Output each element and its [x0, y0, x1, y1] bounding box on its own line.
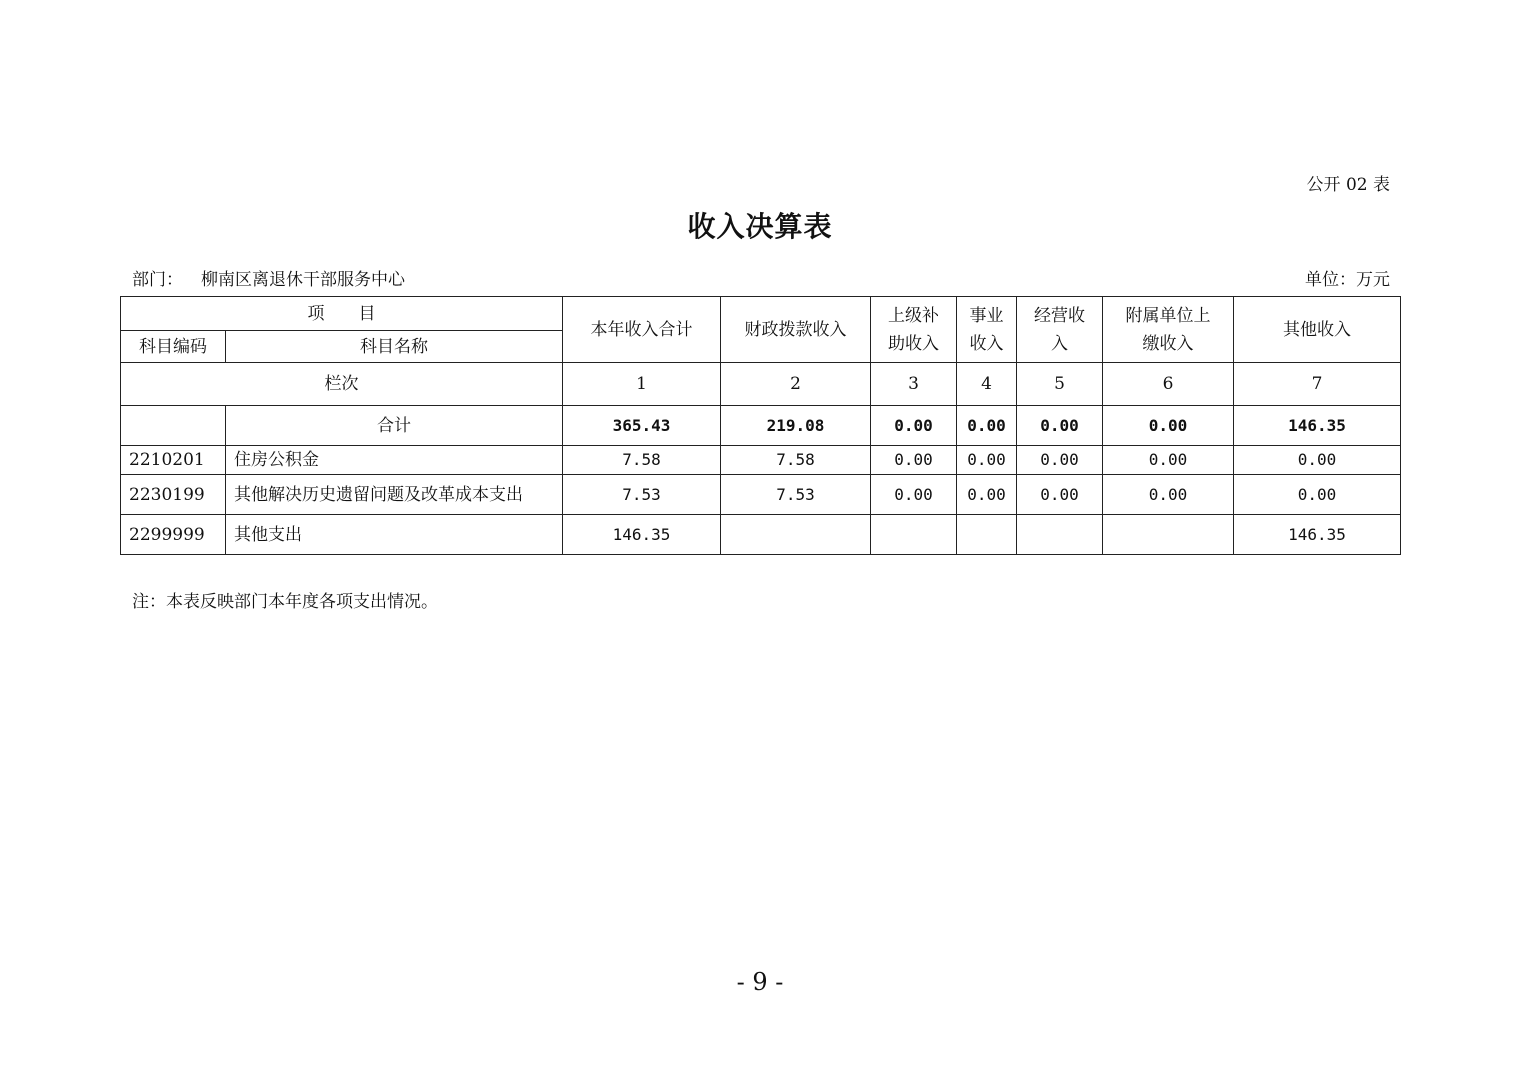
row-value — [1103, 515, 1234, 555]
header-code: 科目编码 — [121, 331, 226, 363]
total-value: 219.08 — [721, 406, 871, 446]
row-value: 0.00 — [1103, 446, 1234, 475]
row-value: 0.00 — [1234, 446, 1401, 475]
header-col-5: 经营收 入 — [1017, 297, 1103, 363]
order-cell: 5 — [1017, 363, 1103, 406]
row-value: 0.00 — [1234, 475, 1401, 515]
unit-label: 单位：万元 — [1305, 270, 1390, 290]
total-label: 合计 — [226, 406, 563, 446]
header-col-7: 其他收入 — [1234, 297, 1401, 363]
row-name: 其他支出 — [226, 515, 563, 555]
order-cell: 1 — [563, 363, 721, 406]
row-name: 住房公积金 — [226, 446, 563, 475]
total-value: 365.43 — [563, 406, 721, 446]
order-row — [121, 363, 1401, 406]
department-line — [132, 265, 405, 290]
page-number: - 9 - — [736, 968, 784, 996]
total-value: 0.00 — [871, 406, 957, 446]
order-label: 栏次 — [121, 363, 563, 406]
row-code: 2299999 — [121, 515, 226, 555]
row-value: 0.00 — [1103, 475, 1234, 515]
department-name: 柳南区离退休干部服务中心 — [201, 270, 405, 290]
row-name: 其他解决历史遗留问题及改革成本支出 — [226, 475, 563, 515]
header-col-6: 附属单位上 缴收入 — [1103, 297, 1234, 363]
table-note: 注：本表反映部门本年度各项支出情况。 — [132, 592, 438, 612]
row-value: 0.00 — [871, 475, 957, 515]
row-value — [1017, 515, 1103, 555]
row-value: 146.35 — [1234, 515, 1401, 555]
total-code — [121, 406, 226, 446]
row-value: 0.00 — [871, 446, 957, 475]
income-table — [120, 296, 1401, 555]
row-value: 7.58 — [721, 446, 871, 475]
row-code: 2230199 — [121, 475, 226, 515]
total-value: 0.00 — [1103, 406, 1234, 446]
header-col-1: 本年收入合计 — [563, 297, 721, 363]
total-value: 146.35 — [1234, 406, 1401, 446]
row-value — [721, 515, 871, 555]
row-value: 0.00 — [1017, 475, 1103, 515]
row-value: 7.58 — [563, 446, 721, 475]
table-row — [121, 475, 1401, 515]
order-cell: 4 — [957, 363, 1017, 406]
order-cell: 6 — [1103, 363, 1234, 406]
header-col-4: 事业 收入 — [957, 297, 1017, 363]
row-value: 0.00 — [1017, 446, 1103, 475]
row-value: 7.53 — [563, 475, 721, 515]
header-project: 项 目 — [121, 297, 563, 331]
table-row — [121, 446, 1401, 475]
row-value: 0.00 — [957, 446, 1017, 475]
row-value: 7.53 — [721, 475, 871, 515]
header-col-3: 上级补 助收入 — [871, 297, 957, 363]
total-value: 0.00 — [957, 406, 1017, 446]
header-col-2: 财政拨款收入 — [721, 297, 871, 363]
row-value — [871, 515, 957, 555]
total-row — [121, 406, 1401, 446]
order-cell: 7 — [1234, 363, 1401, 406]
row-value: 146.35 — [563, 515, 721, 555]
header-row-1 — [121, 297, 1401, 331]
form-number: 公开 02 表 — [1306, 175, 1390, 195]
header-name: 科目名称 — [226, 331, 563, 363]
order-cell: 3 — [871, 363, 957, 406]
row-code: 2210201 — [121, 446, 226, 475]
total-value: 0.00 — [1017, 406, 1103, 446]
row-value — [957, 515, 1017, 555]
page-title: 收入决算表 — [687, 210, 833, 243]
row-value: 0.00 — [957, 475, 1017, 515]
department-label: 部门： — [132, 270, 183, 290]
table-row — [121, 515, 1401, 555]
order-cell: 2 — [721, 363, 871, 406]
